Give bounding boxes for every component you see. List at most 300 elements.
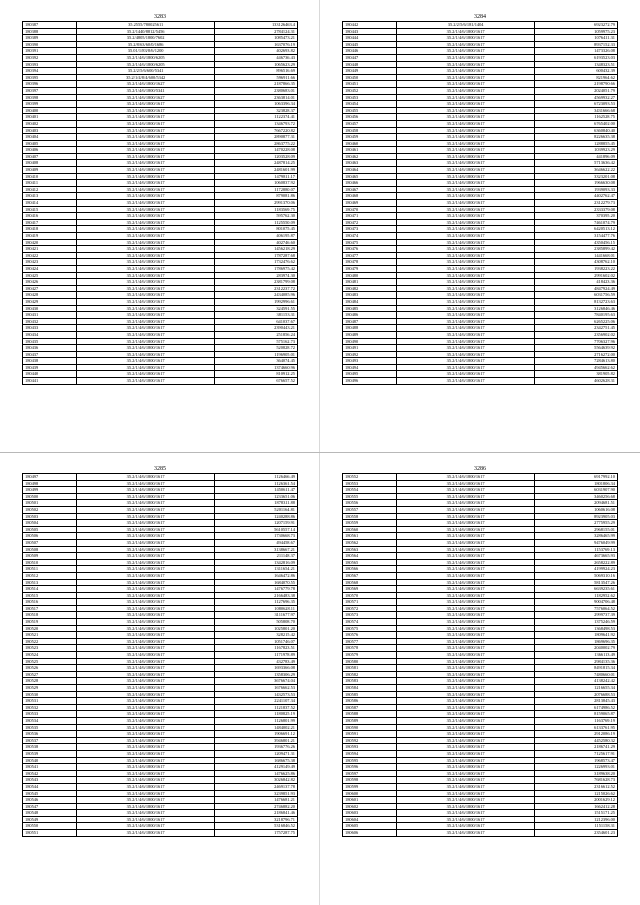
- table-row: [23, 513, 298, 520]
- amount-cell: 1171978.89: [215, 652, 298, 659]
- record-id-cell: 180581: [343, 665, 397, 672]
- amount-cell: 2024051.79: [535, 87, 618, 94]
- record-id-cell: 180497: [23, 474, 77, 481]
- table-row: [23, 665, 298, 672]
- amount-cell: 1375246.59: [535, 619, 618, 626]
- record-id-cell: 180553: [343, 480, 397, 487]
- record-id-cell: 180527: [23, 671, 77, 678]
- reference-code-cell: 35.2/1/4/6/1800/1617: [397, 87, 535, 94]
- amount-cell: 1182952.62: [535, 592, 618, 599]
- table-row: [23, 213, 298, 220]
- record-id-cell: 180421: [23, 246, 77, 253]
- record-id-cell: 180477: [343, 252, 397, 259]
- amount-cell: 2487814.25: [215, 160, 298, 167]
- amount-cell: 2999737.39: [535, 612, 618, 619]
- amount-cell: 1125550.09: [215, 219, 298, 226]
- table-row: [343, 691, 618, 698]
- table-row: [343, 803, 618, 810]
- table-row: [343, 566, 618, 573]
- record-id-cell: 180457: [343, 120, 397, 127]
- reference-code-cell: 35.2/1/4/6/1800/1617: [397, 345, 535, 352]
- reference-code-cell: 35.2/1/4/6/1800/1617: [397, 61, 535, 68]
- amount-cell: 494458.67: [215, 539, 298, 546]
- record-id-cell: 180551: [23, 830, 77, 837]
- reference-code-cell: 35.2/1/4/6/1800/1617: [397, 764, 535, 771]
- amount-cell: 5564639.92: [535, 345, 618, 352]
- reference-code-cell: 35.2/1/4/6/1800/1617: [77, 167, 215, 174]
- table-row: [343, 559, 618, 566]
- record-id-cell: 180468: [343, 193, 397, 200]
- amount-cell: 2001629.12: [535, 797, 618, 804]
- reference-code-cell: 35.2/1/4/6/1800/1617: [77, 173, 215, 180]
- table-row: [23, 612, 298, 619]
- table-row: [23, 318, 298, 325]
- record-id-cell: 180423: [23, 259, 77, 266]
- amount-cell: 520828.72: [215, 345, 298, 352]
- amount-cell: 2354601.23: [535, 830, 618, 837]
- table-row: [343, 48, 618, 55]
- reference-code-cell: 35.2/1/4/6/1800/1617: [77, 513, 215, 520]
- amount-cell: 1809641.92: [535, 632, 618, 639]
- reference-code-cell: 35.2/1/4/6/1800/1617: [397, 54, 535, 61]
- table-row: [343, 351, 618, 358]
- record-id-cell: 180542: [23, 770, 77, 777]
- table-row: [23, 559, 298, 566]
- amount-cell: 2187866.35: [215, 81, 298, 88]
- record-id-cell: 180492: [343, 351, 397, 358]
- amount-cell: 5201164.81: [215, 506, 298, 513]
- reference-code-cell: 35.2/1/4/6/1800/1617: [77, 186, 215, 193]
- table-row: [343, 167, 618, 174]
- table-row: [343, 539, 618, 546]
- reference-code-cell: 35.2/1/4/6/1800/1617: [397, 252, 535, 259]
- reference-code-cell: 35.2/1/4/6/1800/6205: [77, 61, 215, 68]
- record-id-cell: 180409: [23, 167, 77, 174]
- table-row: [23, 180, 298, 187]
- record-id-cell: 180559: [343, 520, 397, 527]
- reference-code-cell: 35.2/1/4/6/1800/1617: [77, 810, 215, 817]
- reference-code-cell: 35.2/1/4/6/1800/1617: [397, 632, 535, 639]
- reference-code-cell: 35.2/1/4/6/1800/1617: [397, 539, 535, 546]
- reference-code-cell: 35.2/8/63/60/0/1686: [77, 41, 215, 48]
- amount-cell: 251856.24: [215, 331, 298, 338]
- reference-code-cell: 35.2/1/4/6/1800/1617: [397, 572, 535, 579]
- reference-code-cell: 35.2/1/4/6/1800/1617: [397, 592, 535, 599]
- record-id-cell: 180524: [23, 652, 77, 659]
- reference-code-cell: 35.2/2/5/6/181/1404: [397, 22, 535, 29]
- table-row: [23, 520, 298, 527]
- table-row: [23, 704, 298, 711]
- reference-code-cell: 35.2/1/4/6/1800/1617: [77, 605, 215, 612]
- amount-cell: 1196905.01: [215, 351, 298, 358]
- record-id-cell: 180586: [343, 698, 397, 705]
- record-id-cell: 180592: [343, 737, 397, 744]
- amount-cell: 402746.60: [215, 239, 298, 246]
- amount-cell: 381153.31: [215, 312, 298, 319]
- table-row: [23, 120, 298, 127]
- table-row: [343, 671, 618, 678]
- record-id-cell: 180466: [343, 180, 397, 187]
- record-id-cell: 180529: [23, 685, 77, 692]
- table-row: [23, 87, 298, 94]
- reference-code-cell: 35.2/1/4/6/1800/1617: [397, 246, 535, 253]
- record-id-cell: 180519: [23, 619, 77, 626]
- amount-cell: 1992996.61: [215, 298, 298, 305]
- record-id-cell: 180445: [343, 41, 397, 48]
- table-row: [343, 777, 618, 784]
- table-row: [343, 200, 618, 207]
- amount-cell: 1233651.06: [215, 493, 298, 500]
- record-id-cell: 180430: [23, 305, 77, 312]
- table-row: [23, 358, 298, 365]
- record-id-cell: 180398: [23, 94, 77, 101]
- reference-code-cell: 35.2/1/4/6/1800/1617: [397, 566, 535, 573]
- amount-cell: 324591.55: [215, 305, 298, 312]
- table-row: [23, 28, 298, 35]
- amount-cell: 2316612.52: [535, 783, 618, 790]
- table-row: [343, 513, 618, 520]
- record-id-cell: 180597: [343, 770, 397, 777]
- reference-code-cell: 35.2/1/4/6/1800/1617: [77, 265, 215, 272]
- table-row: [343, 599, 618, 606]
- table-row: [343, 586, 618, 593]
- amount-cell: 2746882.20: [215, 803, 298, 810]
- amount-cell: 2991602.02: [535, 272, 618, 279]
- reference-code-cell: 35.2/1/4/6/1800/1617: [397, 757, 535, 764]
- reference-code-cell: 35.2/1/4/6/1800/1617: [77, 520, 215, 527]
- reference-code-cell: 35.2/1/4/6/1800/1617: [77, 658, 215, 665]
- reference-code-cell: 35.2/1/4/6/1800/1617: [77, 279, 215, 286]
- amount-cell: 7480660.01: [535, 671, 618, 678]
- reference-code-cell: 35.2/1/4/6/1800/1617: [77, 803, 215, 810]
- reference-code-cell: 35.2/1/4/6/1800/1617: [77, 500, 215, 507]
- table-row: [23, 724, 298, 731]
- reference-code-cell: 35.2/1/4/6/1800/1617: [397, 474, 535, 481]
- amount-cell: 1180825.19: [215, 711, 298, 718]
- table-row: [23, 259, 298, 266]
- record-id-cell: 180578: [343, 645, 397, 652]
- reference-code-cell: 35.2/1/4/6/1800/1617: [397, 351, 535, 358]
- table-row: [23, 371, 298, 378]
- table-row: [23, 107, 298, 114]
- reference-code-cell: 35.2/1/4/6/1800/1617: [397, 790, 535, 797]
- record-id-cell: 180407: [23, 153, 77, 160]
- table-row: [23, 487, 298, 494]
- amount-cell: 2390443.21: [215, 325, 298, 332]
- table-row: [343, 318, 618, 325]
- record-id-cell: 180571: [343, 599, 397, 606]
- table-row: [23, 816, 298, 823]
- table-row: [343, 371, 618, 378]
- record-id-cell: 180390: [23, 41, 77, 48]
- reference-code-cell: 35.2/1/4/6/1800/1617: [397, 487, 535, 494]
- reference-code-cell: 35.2/1/4/6/1800/1617: [397, 685, 535, 692]
- table-row: [23, 127, 298, 134]
- table-row: [23, 737, 298, 744]
- record-id-cell: 180444: [343, 35, 397, 42]
- record-id-cell: 180403: [23, 127, 77, 134]
- amount-cell: 1151158.31: [535, 823, 618, 830]
- amount-cell: 641037.67: [215, 318, 298, 325]
- table-row: [23, 233, 298, 240]
- table-row: [23, 632, 298, 639]
- table-row: [23, 226, 298, 233]
- amount-cell: 6133761.95: [535, 724, 618, 731]
- table-row: [343, 54, 618, 61]
- table-row: [23, 605, 298, 612]
- record-id-cell: 180394: [23, 68, 77, 75]
- reference-code-cell: 35.2/1/4/6/1800/1617: [397, 783, 535, 790]
- reference-code-cell: 35.2/1/4/6/1800/1617: [397, 559, 535, 566]
- reference-code-cell: 35.2/1/4/6/1800/1617: [397, 140, 535, 147]
- reference-code-cell: 35.2/1/4/6/1800/1617: [77, 371, 215, 378]
- reference-code-cell: 35.2/1/4/6/1800/1617: [77, 599, 215, 606]
- record-id-cell: 180448: [343, 61, 397, 68]
- reference-code-cell: 35.2/1/4/6/1800/1617: [397, 737, 535, 744]
- amount-cell: 1684070.55: [215, 579, 298, 586]
- reference-code-cell: 35.2/1/4/6/1800/1617: [397, 338, 535, 345]
- table-row: [23, 711, 298, 718]
- table-row: [343, 279, 618, 286]
- record-id-cell: 180600: [343, 790, 397, 797]
- reference-code-cell: 35.2/1/4/6/1800/1617: [397, 160, 535, 167]
- amount-cell: 402693.82: [215, 48, 298, 55]
- amount-cell: 7461074.79: [535, 219, 618, 226]
- record-id-cell: 180505: [23, 526, 77, 533]
- table-row: [343, 533, 618, 540]
- record-id-cell: 180481: [343, 279, 397, 286]
- page: [22, 14, 298, 385]
- amount-cell: 1025801.20: [215, 625, 298, 632]
- amount-cell: 6723093.53: [535, 101, 618, 108]
- table-row: [343, 783, 618, 790]
- table-row: [23, 153, 298, 160]
- amount-cell: 1226993.01: [535, 764, 618, 771]
- amount-cell: 1470228.08: [215, 147, 298, 154]
- record-id-cell: 180507: [23, 539, 77, 546]
- table-row: [343, 41, 618, 48]
- amount-cell: 505808.70: [215, 619, 298, 626]
- record-id-cell: 180435: [23, 338, 77, 345]
- record-id-cell: 180504: [23, 520, 77, 527]
- reference-code-cell: 35.2/1/4/6/1800/1617: [397, 744, 535, 751]
- record-id-cell: 180449: [343, 68, 397, 75]
- reference-code-cell: 35.2/1/4/6/1800/1617: [397, 153, 535, 160]
- record-id-cell: 180509: [23, 553, 77, 560]
- table-row: [343, 338, 618, 345]
- record-id-cell: 180413: [23, 193, 77, 200]
- record-id-cell: 180467: [343, 186, 397, 193]
- table-row: [23, 134, 298, 141]
- record-id-cell: 180450: [343, 74, 397, 81]
- table-row: [343, 68, 618, 75]
- amount-cell: 1787287.68: [215, 252, 298, 259]
- record-id-cell: 180522: [23, 638, 77, 645]
- table-row: [23, 625, 298, 632]
- reference-code-cell: 35.2/1/4/6/1800/1617: [77, 797, 215, 804]
- amount-cell: 1939093.33: [535, 186, 618, 193]
- reference-code-cell: 35.2/1/4/6/1800/1617: [77, 553, 215, 560]
- reference-code-cell: 35.2/1/4/6/1800/1617: [77, 219, 215, 226]
- record-id-cell: 180557: [343, 506, 397, 513]
- table-row: [23, 783, 298, 790]
- amount-cell: 2198790.66: [535, 81, 618, 88]
- amount-cell: 595762.30: [215, 213, 298, 220]
- record-id-cell: 180523: [23, 645, 77, 652]
- record-id-cell: 180499: [23, 487, 77, 494]
- amount-cell: 1484002.21: [215, 724, 298, 731]
- reference-code-cell: 35.2/1/4/6/1800/1617: [397, 724, 535, 731]
- record-id-cell: 180440: [23, 371, 77, 378]
- record-id-cell: 180408: [23, 160, 77, 167]
- record-id-cell: 180493: [343, 358, 397, 365]
- table-row: [343, 645, 618, 652]
- table-row: [23, 265, 298, 272]
- reference-code-cell: 35.2/1/4/6/1800/1617: [397, 823, 535, 830]
- amount-cell: 3189638.20: [535, 770, 618, 777]
- amount-cell: 596911.66: [215, 74, 298, 81]
- reference-code-cell: 35.2/1/4/6/1800/1617: [397, 219, 535, 226]
- record-id-cell: 180453: [343, 94, 397, 101]
- record-id-cell: 180460: [343, 140, 397, 147]
- amount-cell: 1163769.19: [535, 717, 618, 724]
- amount-cell: 6174986.52: [535, 704, 618, 711]
- reference-code-cell: 35.2/1/4/6/1800/1617: [397, 645, 535, 652]
- record-id-cell: 180552: [343, 474, 397, 481]
- amount-cell: 6031907.90: [535, 487, 618, 494]
- reference-code-cell: 35.2/1/4/6/1800/1617: [397, 520, 535, 527]
- table-row: [343, 757, 618, 764]
- amount-cell: 1207159.91: [215, 520, 298, 527]
- amount-cell: 6265225.06: [535, 318, 618, 325]
- amount-cell: 3218796.71: [215, 816, 298, 823]
- reference-code-cell: 35.2/1/4/6/1800/1617: [397, 619, 535, 626]
- amount-cell: 4308762.10: [535, 259, 618, 266]
- amount-cell: 2469137.78: [215, 783, 298, 790]
- amount-cell: 2658222.89: [535, 559, 618, 566]
- reference-code-cell: 35.2/1/4/6/1800/1617: [397, 770, 535, 777]
- record-id-cell: 180482: [343, 285, 397, 292]
- table-row: [343, 764, 618, 771]
- record-id-cell: 180549: [23, 816, 77, 823]
- reference-code-cell: 35.2/1/4/6/1800/1627: [77, 81, 215, 88]
- reference-code-cell: 35.2/1/4/6/1800/1617: [397, 325, 535, 332]
- record-id-cell: 180484: [343, 298, 397, 305]
- reference-code-cell: 35.2/1/4/6/1800/5341: [77, 87, 215, 94]
- amount-cell: 3154477.76: [535, 233, 618, 240]
- record-id-cell: 180534: [23, 717, 77, 724]
- table-row: [343, 731, 618, 738]
- reference-code-cell: 35.2/1/4/6/1800/1617: [397, 206, 535, 213]
- amount-cell: 1456218.29: [215, 246, 298, 253]
- amount-cell: 4452580.32: [535, 737, 618, 744]
- record-id-cell: 180396: [23, 81, 77, 88]
- amount-cell: 2333379.08: [535, 206, 618, 213]
- reference-code-cell: 35.2/1/4/6/1800/1617: [397, 186, 535, 193]
- reference-code-cell: 35.2/1/4/6/1800/1617: [397, 698, 535, 705]
- record-id-cell: 180587: [343, 704, 397, 711]
- amount-cell: 2775955.29: [535, 520, 618, 527]
- table-row: [23, 114, 298, 121]
- table-row: [23, 345, 298, 352]
- table-row: [23, 364, 298, 371]
- amount-cell: 1209471.31: [215, 750, 298, 757]
- amount-cell: 2984135.36: [535, 658, 618, 665]
- record-id-cell: 180496: [343, 378, 397, 385]
- record-id-cell: 180447: [343, 54, 397, 61]
- reference-code-cell: 35.01/1/83/8/6/1200: [77, 48, 215, 55]
- table-row: [343, 173, 618, 180]
- page-number: 3286: [474, 466, 486, 472]
- amount-cell: 4945662.62: [535, 364, 618, 371]
- record-id-cell: 180604: [343, 816, 397, 823]
- record-id-cell: 180418: [23, 226, 77, 233]
- record-id-cell: 180530: [23, 691, 77, 698]
- reference-code-cell: 35.2/1/4/6/1800/1617: [397, 506, 535, 513]
- reference-code-cell: 35.2/1/4/6/1800/1617: [77, 153, 215, 160]
- page: [22, 466, 298, 837]
- reference-code-cell: 35.2/1/4/6/1800/1617: [77, 572, 215, 579]
- table-row: [23, 586, 298, 593]
- table-row: [343, 704, 618, 711]
- amount-cell: 381905.82: [535, 371, 618, 378]
- reference-code-cell: 35.2/1/4/6/1800/1617: [77, 246, 215, 253]
- table-row: [343, 658, 618, 665]
- table-row: [343, 180, 618, 187]
- table-row: [343, 500, 618, 507]
- table-row: [23, 35, 298, 42]
- amount-cell: 364074.45: [215, 358, 298, 365]
- reference-code-cell: 35.2/1/4/6/1800/1617: [397, 750, 535, 757]
- reference-code-cell: 35.2/1/4/6/1800/1617: [77, 744, 215, 751]
- spread-gutter: [319, 453, 320, 905]
- amount-cell: 2380683.01: [215, 87, 298, 94]
- amount-cell: 2968155.01: [535, 526, 618, 533]
- reference-code-cell: 35.2/1/4/6/1800/1617: [77, 579, 215, 586]
- reference-code-cell: 35.2/1/4/6/1800/1617: [397, 259, 535, 266]
- amount-cell: 1662412.28: [535, 803, 618, 810]
- amount-cell: 1085473.21: [215, 35, 298, 42]
- amount-cell: 7706327.96: [535, 338, 618, 345]
- reference-code-cell: 35.2/1/4/6/1800/1617: [397, 830, 535, 837]
- page-spread-bottom: [0, 453, 640, 905]
- reference-code-cell: 35.2/1/4/6/1800/1617: [77, 147, 215, 154]
- reference-code-cell: 35.2/1/4/6/1800/1617: [397, 180, 535, 187]
- reference-code-cell: 35.2/1/4/6/1800/1617: [77, 777, 215, 784]
- amount-cell: 6420513.12: [535, 226, 618, 233]
- amount-cell: 1065623.29: [215, 61, 298, 68]
- reference-code-cell: 35.2/1/4/6/1800/1617: [77, 233, 215, 240]
- reference-code-cell: 35.2/1/4/6/1800/1617: [77, 206, 215, 213]
- table-row: [23, 246, 298, 253]
- amount-cell: 2241107.34: [215, 698, 298, 705]
- reference-code-cell: 35.2/1/4/6/1800/1617: [77, 698, 215, 705]
- table-row: [343, 186, 618, 193]
- record-id-cell: 180475: [343, 239, 397, 246]
- record-id-cell: 180415: [23, 206, 77, 213]
- table-row: [343, 219, 618, 226]
- table-row: [23, 731, 298, 738]
- record-id-cell: 180596: [343, 764, 397, 771]
- table-row: [343, 107, 618, 114]
- amount-cell: 1676662.53: [215, 685, 298, 692]
- reference-code-cell: 35.2/1/4/6/1800/1617: [397, 41, 535, 48]
- amount-cell: 3646622.22: [535, 167, 618, 174]
- table-row: [23, 619, 298, 626]
- record-id-cell: 180502: [23, 506, 77, 513]
- reference-code-cell: 35.2/1/4/6/1800/1617: [397, 226, 535, 233]
- page-number: 3285: [154, 466, 166, 472]
